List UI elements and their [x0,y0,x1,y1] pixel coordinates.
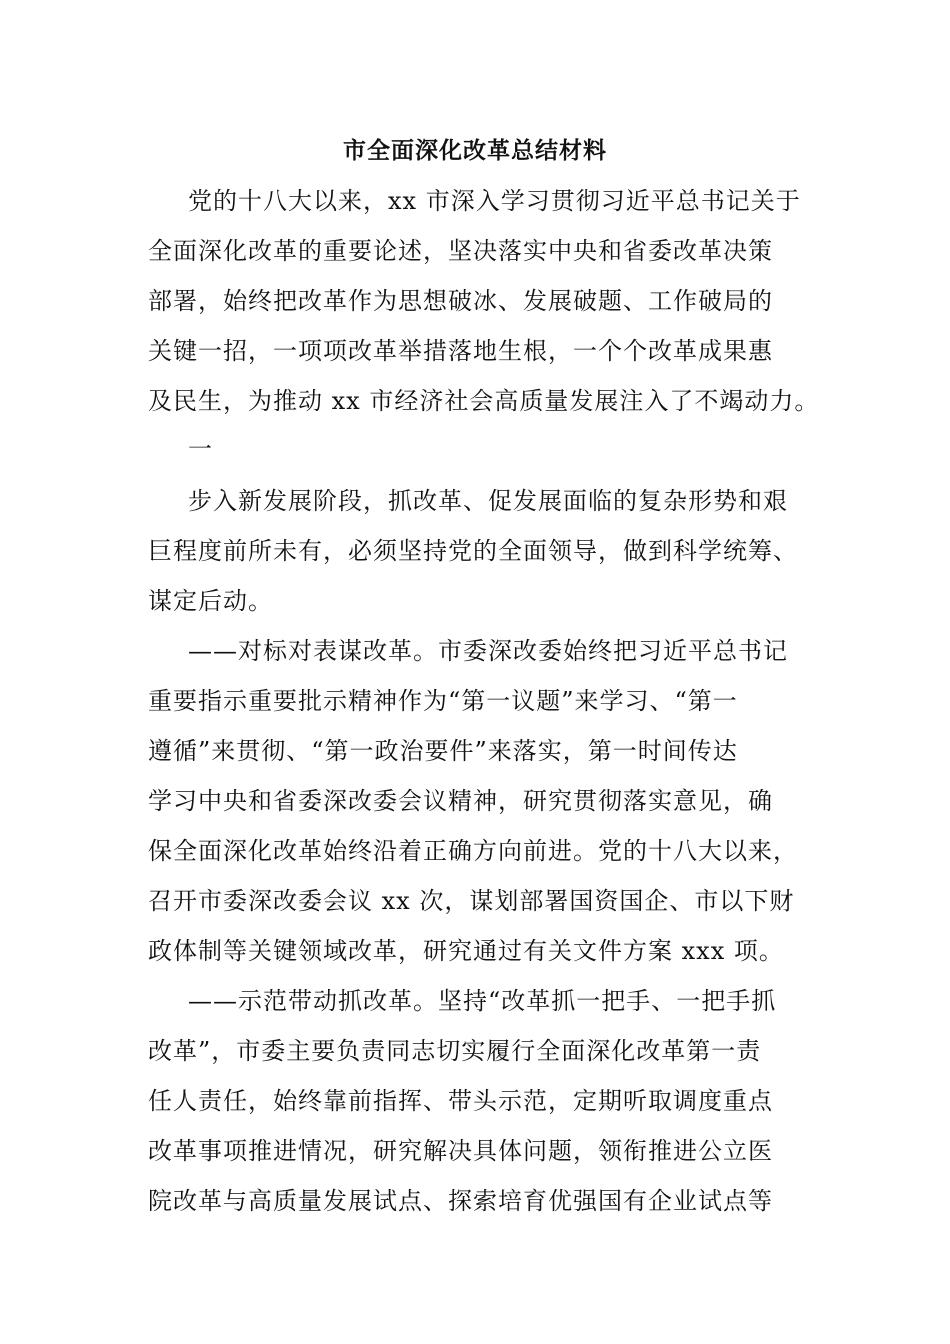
text-line: 关键一招，一项项改革举措落地生根，一个个改革成果惠 [148,337,773,365]
text-line: 部署，始终把改革作为思想破冰、发展破题、工作破局的 [148,287,773,315]
text-line: 保全面深化改革始终沿着正确方向前进。党的十八大以来， [148,837,798,865]
text-line: 及民生，为推动 xx 市经济社会高质量发展注入了不竭动力。 [148,387,820,415]
text-line: 遵循”来贯彻、“第一政治要件”来落实，第一时间传达 [148,737,738,765]
text-line: 重要指示重要批示精神作为“第一议题”来学习、“第一 [148,687,738,715]
text-line: 院改革与高质量发展试点、探索培育优强国有企业试点等 [148,1187,773,1215]
text-line: 学习中央和省委深改委会议精神，研究贯彻落实意见，确 [148,787,773,815]
text-line: 召开市委深改委会议 xx 次，谋划部署国资国企、市以下财 [148,887,795,915]
text-line: 全面深化改革的重要论述，坚决落实中央和省委改革决策 [148,237,773,265]
text-line: 巨程度前所未有，必须坚持党的全面领导，做到科学统筹、 [148,537,798,565]
section-number: 一 [188,435,213,463]
text-line: 任人责任，始终靠前指挥、带头示范，定期听取调度重点 [148,1087,773,1115]
text-line: 改革事项推进情况，研究解决具体问题，领衔推进公立医 [148,1137,773,1165]
text-line: 谋定后动。 [148,587,273,615]
text-line: ——对标对表谋改革。市委深改委始终把习近平总书记 [188,637,788,665]
text-line: 党的十八大以来，xx 市深入学习贯彻习近平总书记关于 [188,187,801,215]
text-line: 改革”，市委主要负责同志切实履行全面深化改革第一责 [148,1037,762,1065]
text-line: 步入新发展阶段，抓改革、促发展面临的复杂形势和艰 [188,487,788,515]
document-title: 市全面深化改革总结材料 [343,137,607,164]
text-line: ——示范带动抓改革。坚持“改革抓一把手、一把手抓 [188,987,777,1015]
text-line: 政体制等关键领域改革，研究通过有关文件方案 xxx 项。 [148,937,784,965]
